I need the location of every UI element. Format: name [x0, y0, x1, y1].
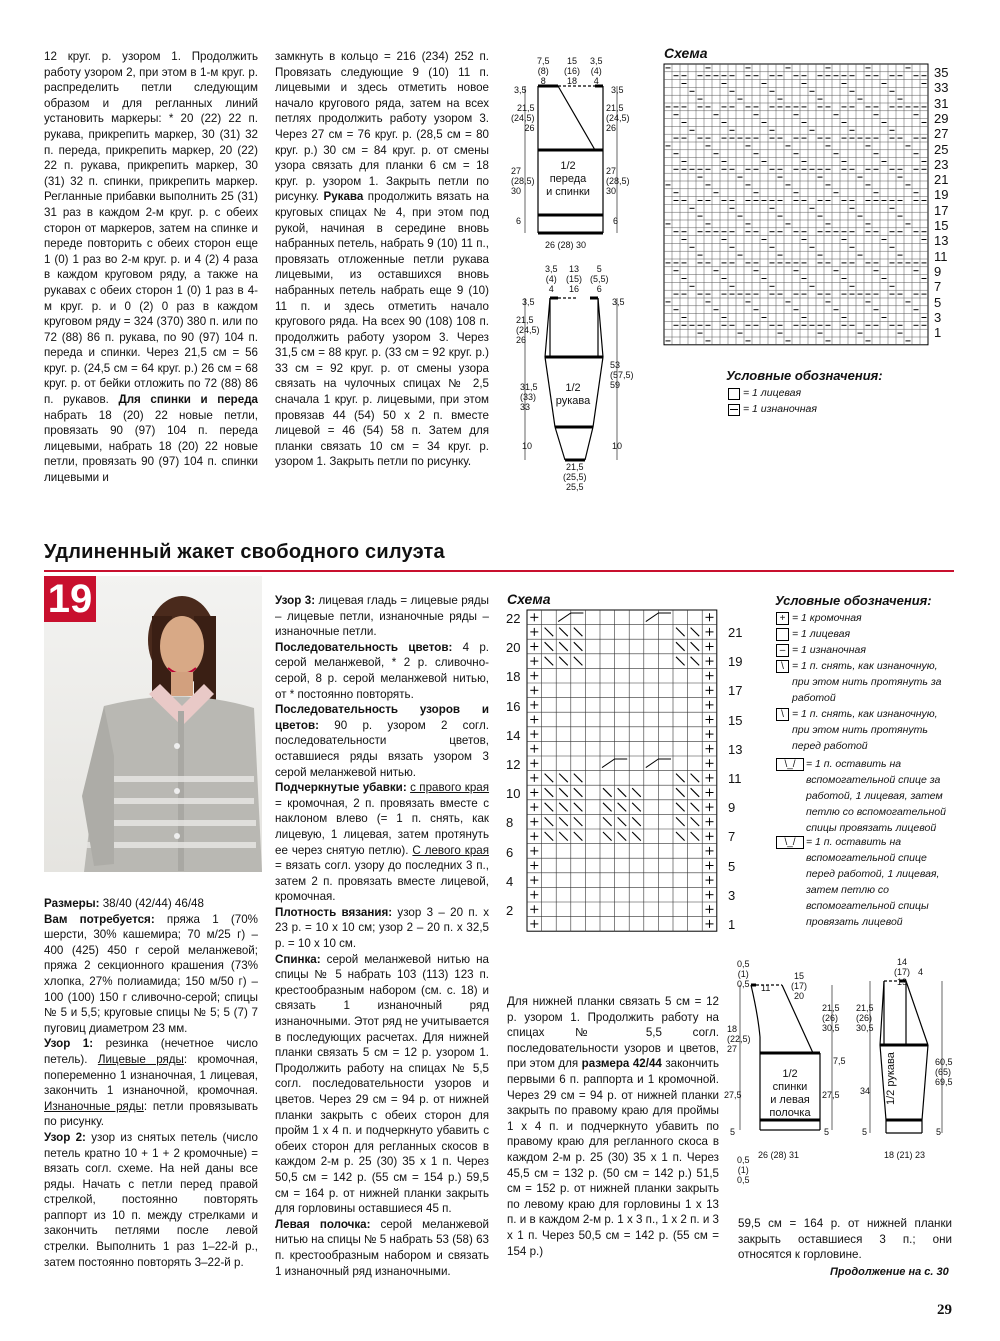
top-row-number: 29: [934, 110, 949, 126]
top-row-number: 19: [934, 187, 949, 203]
slip-front-icon: \: [776, 708, 789, 721]
ps-s35-left: 3,5: [522, 297, 535, 307]
top-row-number: 5: [934, 294, 942, 310]
lower-row-number-even: 12: [506, 757, 521, 772]
pf-left-3: 6: [516, 216, 522, 226]
lower-text-column-2: Узор 3: лицевая гладь = лицевые ряды – лицевые петли, изнаночные ряды – изнаночные петли. Последовательность цветов: 4 р. серой меланжевой, * 2 р. сливочно-серой, 8 р. серой меланжевой нитью, от * постоянно повторять. Последовательность узоров и цветов: 90 р. узором 2 согл. последовательности цветов, оставшиеся ряды вязать узором 3 серой меланжевой нитью. Подчеркнутые убавки: с правого края = кромочная, 2 п. провязать вместе с наклоном влево (= 1 п. снять, как лицевую, 1 лицевая, затем протянуть ее через снятую петлю). С левого края = вязать согл. узору до последних 3 п., затем 2 п. провязать вместе лицевой, кромочная. Плотность вязания: узор 3 – 20 п. х 23 р. = 10 х 10 см; узор 2 – 20 п. х 32,5 р. = 10 х 10 см. Спинка: серой меланжевой нитью на спицы № 5 набрать 103 (113) 123 п. крестообразным набором (см. с. 18) и связать 1 изнаночный ряд изнаночными. Этот ряд не учитывается в последующих расчетах. Для нижней планки связать 5 см = 12 р. узором 1. Продолжить работу на спицах № 5,5 согл. последовательности узоров и цветов. Через 29 см = 94 р. от нижней планки закрыть с обеих сторон для пройм 1 х 4 п. и подчеркнуто убавить с обеих сторон для регланных скосов в каждом 2-м р. 25 (30) 35 х 1 п. Через 50,5 см = 142 р. (55 см = 154 р.) 59,5 см = 164 р. от нижней планки закрыть для горловины оставшиеся 45 п. Левая полочка: серой меланжевой нитью на спицы № 5 набрать 53 (58) 63 п. крестообразным набором и связать 1 изнаночный ряд изнаночными.: [275, 594, 490, 1278]
lower-legend-label: = 1 п. снять, как изнаночную, при этом нить протянуть перед работой: [792, 708, 938, 752]
bf-right-1: 21,5 (26) 30,5: [822, 1003, 840, 1033]
pf-right-3: 6: [613, 216, 619, 226]
bf-top-2: 11: [761, 983, 771, 993]
ls-right-1: 60,5 (65) 69,5: [935, 1057, 953, 1087]
lower-knitting-grid: [527, 610, 719, 926]
lower-row-number-odd: 5: [728, 858, 736, 874]
ls-left-3: 5: [862, 1127, 868, 1137]
lower-legend-label: = 1 лицевая: [792, 628, 851, 640]
pf-right-2: 27 (28,5) 30: [606, 166, 630, 196]
top-row-number: 17: [934, 202, 949, 218]
lower-row-number-even: 8: [506, 815, 514, 831]
top-row-number: 3: [934, 309, 942, 325]
top-text-column-2: замкнуть в кольцо = 216 (234) 252 п. Провязать следующие 9 (10) 11 п. лицевыми и здесь отметить новое начало кругового ряда, затем на всех петлях продолжить работу узором 3. Через 27 см = 76 круг. р. (28,5 см = 80 круг. р.) 30 см = 84 круг. р. от смены узора связать для планки 6 см = 18 круг. р. узором 1. Закрыть петли по рисунку. Рукава продолжить вязать на круговых спицах № 4, при этом под рукой, начиная в середине вновь набранных петель, набрать 9 (10) 11 п., провязать отложенные петли рукава лицевыми, из оставшихся вновь набранных петель набрать еще 9 (10) 11 п. и здесь отметить начало кругового ряда. На всех 90 (108) 108 п. продолжить работу узором 3. Через 31,5 см = 88 круг. р. (33 см = 92 круг. р.) 33 см = 92 круг. р. от смены узора связать на чулочных спицах № 2,5 сначала 1 круг. р. лицевыми, при этом провязав 44 (54) 50 х 2 п. вместе лицевой = 46 (54) 58 п. Затем для планки связать 10 см = 34 круг. р. узором 1. Закрыть петли по рисунку.: [275, 50, 489, 469]
ls-left-2: 34: [860, 1086, 871, 1096]
top-row-number: 31: [934, 95, 949, 111]
bf-top-1: 0,5 (1) 0,5: [737, 959, 750, 989]
top-legend-knit-label: = 1 лицевая: [743, 387, 802, 399]
top-knitting-grid: [664, 64, 928, 346]
lower-text-column-3: Для нижней планки связать 5 см = 12 р. узором 1. Продолжить работу на спицах № 5,5 согл. последовательности узоров и цветов, при этом для размера 42/44 закончить первыми 6 п. раппорта и 1 кромочной. Через 29 см = 94 р. от нижней планки закрыть по правому краю для проймы 1 х 4 п. и подчеркнуто убавить по правому краю для регланного скоса в каждом 2-м р. 25 (30) 35 х 1 п. Через 45,5 см = 132 р. (50 см = 142 р.) 51,5 см = 152 р. от нижней планки закрыть по левому краю для горловины 1 х 13 п. и в каждом 2-м р. 1 х 3 п., 1 х 2 п. и 3 х 1 п. Через 50,5 см = 142 р. (55 см = 154 р.): [507, 995, 720, 1258]
lower-row-number-even: 20: [506, 640, 521, 656]
top-row-number: 21: [934, 172, 949, 188]
pf-left-2: 27 (28,5) 30: [511, 166, 535, 196]
top-row-number: 27: [934, 126, 949, 142]
lower-legend-title: Условные обозначения:: [775, 593, 932, 608]
top-row-number: 11: [934, 248, 948, 264]
section-title: Удлиненный жакет свободного силуэта: [44, 541, 445, 563]
lower-row-number-odd: 11: [728, 771, 742, 786]
lower-row-number-odd: 7: [728, 829, 736, 845]
lower-row-number-even: 2: [506, 903, 514, 918]
ls-bottom: 18 (21) 23: [884, 1150, 926, 1160]
top-row-number: 25: [934, 141, 949, 157]
bf-left-1: 18 (22,5) 27: [727, 1024, 751, 1054]
cross-right-icon: \_/: [776, 758, 804, 771]
ps-top-3: 5 (5,5) 6: [590, 264, 609, 294]
ps-right-2: 10: [612, 441, 623, 451]
ls-left-1: 21,5 (26) 30,5: [856, 1003, 874, 1033]
ls-center: 1/2 рукава: [885, 1052, 897, 1105]
pf-top-2: 15 (16) 18: [564, 56, 581, 86]
top-row-number: 33: [934, 80, 949, 96]
pf-s35-right: 3,5: [611, 85, 624, 95]
ps-left-2: 31,5 (33) 33: [520, 382, 538, 412]
lower-row-number-odd: 1: [728, 917, 736, 932]
top-row-number: 7: [934, 279, 942, 295]
lower-row-number-odd: 9: [728, 800, 736, 816]
section-divider: [44, 570, 954, 572]
lower-row-number-even: 6: [506, 844, 514, 860]
pf-top-1: 7,5 (8) 8: [537, 56, 550, 86]
selvage-icon: +: [776, 612, 789, 625]
ps-left-1: 21,5 (24,5) 26: [516, 315, 540, 345]
lower-row-number-odd: 19: [728, 654, 743, 670]
top-row-number: 13: [934, 233, 949, 249]
ls-top-1: 14 (17) 19: [894, 957, 911, 987]
pf-top-3: 3,5 (4) 4: [590, 56, 603, 86]
ps-center: 1/2 рукава: [555, 382, 591, 407]
lower-row-number-even: 14: [506, 727, 521, 743]
ps-right-1: 53 (57,5) 59: [610, 360, 634, 390]
lower-row-number-odd: 3: [728, 887, 736, 903]
top-row-number: 35: [934, 65, 949, 80]
bf-left-2: 27,5: [724, 1090, 742, 1100]
ps-top-2: 13 (15) 16: [566, 264, 583, 294]
continued-note: Продолжение на с. 30: [830, 1266, 949, 1278]
pf-center: 1/2 переда и спинки: [546, 160, 590, 198]
bf-bottom: 26 (28) 31: [758, 1150, 800, 1160]
lower-row-number-odd: 17: [728, 683, 743, 699]
ps-left-3: 10: [522, 441, 533, 451]
slip-back-icon: \: [776, 660, 789, 673]
cross-left-icon: \_/: [776, 836, 804, 849]
lower-text-column-4: 59,5 см = 164 р. от нижней планки закрыть оставшиеся 3 п.; они относятся к горловине.: [738, 1217, 952, 1262]
pf-bottom: 26 (28) 30: [545, 240, 587, 250]
lower-row-number-even: 22: [506, 611, 521, 626]
lower-schema-title: Схема: [507, 591, 551, 607]
lower-row-number-even: 10: [506, 786, 521, 802]
top-legend-title: Условные обозначения:: [726, 368, 883, 383]
ps-s35-right: 3,5: [612, 297, 625, 307]
bf-top-3: 15 (17) 20: [791, 971, 808, 1001]
page-number: 29: [937, 1302, 952, 1318]
top-legend-purl-label: = 1 изнаночная: [743, 403, 817, 415]
lower-legend-label: = 1 п. оставить на вспомогательной спице перед работой, 1 лицевая, затем петлю со вспомогательной спицы провязать лицевой: [806, 836, 940, 928]
top-row-number: 9: [934, 263, 942, 279]
lower-row-number-even: 4: [506, 873, 514, 889]
lower-row-number-even: 18: [506, 669, 521, 685]
top-row-number: 1: [934, 325, 942, 341]
pf-s35-left: 3,5: [514, 85, 527, 95]
ps-bottom: 21,5 (25,5) 25,5: [563, 462, 587, 492]
bf-right-3: 27,5: [822, 1090, 840, 1100]
bf-bottom-left: 0,5 (1) 0,5: [737, 1155, 750, 1185]
lower-legend-label: = 1 изнаночная: [792, 644, 866, 656]
top-row-number: 23: [934, 156, 949, 172]
lower-row-number-odd: 21: [728, 625, 743, 640]
top-schema-title: Схема: [664, 45, 708, 61]
purl-icon: –: [776, 644, 789, 657]
ps-top-1: 3,5 (4) 4: [545, 264, 558, 294]
lower-row-number-even: 16: [506, 698, 521, 714]
lower-legend-label: = 1 п. оставить на вспомогательной спице за работой, 1 лицевая, затем петлю со вспомогательной спицы провязать лицевой: [806, 758, 946, 834]
lower-legend-label: = 1 п. снять, как изнаночную, при этом нить протянуть за работой: [792, 660, 942, 704]
top-legend-knit: [728, 388, 740, 400]
bf-right-2: 7,5: [833, 1056, 846, 1066]
knit-icon: [776, 628, 789, 641]
ls-right-2: 5: [936, 1127, 942, 1137]
lower-text-column-1: Размеры: 38/40 (42/44) 46/48 Вам потребуется: пряжа 1 (70% шерсти, 30% кашемира; 70 м/25 г) – 400 (425) 450 г серой меланжевой; пряжа 2 секционного крашения (73% хлопка, 27% полиамида; 150 м/50 г) – 100 (100) 150 г сливочно-серой; спицы № 5 и 5,5; круговые спицы № 5; 5 (7) 7 пуговиц диаметром 23 мм. Узор 1: резинка (нечетное число петель). Лицевые ряды: кромочная, попеременно 1 изнаночная, 1 лицевая, закончить 1 изнаночной, кромочная. Изнаночные ряды: петли провязывать по рисунку. Узор 2: узор из снятых петель (число петель кратно 10 + 1 + 2 кромочные) = вязать согл. схеме. На ней даны все ряды. Начать с петли перед правой стрелкой, постоянно повторять раппорт из 10 п. между стрелками и закончить петлями после левой стрелки. Выполнить 1 раз 1–22-й р., затем постоянно повторять 3–22-й р.: [44, 897, 258, 1269]
bf-left-3: 5: [730, 1127, 736, 1137]
pf-right-1: 21,5 (24,5) 26: [606, 103, 630, 133]
top-row-number: 15: [934, 218, 949, 233]
bf-right-4: 5: [824, 1127, 830, 1137]
top-text-column-1: 12 круг. р. узором 1. Продолжить работу узором 2, при этом в 1-м круг. р. распределить петли следующим образом и для регланных линий установить маркеры: * 20 (22) 22 п. рукава, прикрепить маркер, 30 (31) 32 п. переда, прикрепить маркер, 20 (22) 22 п. рукава, прикрепить маркер, 30 (31) 32 п. спинки, прикрепить маркер. Регланные прибавки выполнить 25 (31) 31 раз в каждом 2-м круг. р. с обеих сторон от маркеров, затем на спинке и переде повторить с обеих сторон еще 1 (0) 1 раз во 2-м круг. р. и 4 (2) 4 раза в каждом круговом ряду, а также на рукавах с обеих сторон 1 (0) 1 раз в 4-м круг. р. и 0 (2) 0 раз в каждом круговом ряду = 324 (370) 380 п. или по 72 (88) 86 п. рукава, по 90 (97) 104 п. переда и спинки. Через 21,5 см = 56 круг. р. (24,5 см = 64 круг. р.) 26 см = 68 круг. р. от бейки отложить по 72 (88) 86 п. рукавов. Для спинки и переда набрать 18 (20) 22 новые петли, провязать 90 (97) 104 п. переда лицевыми, набрать 18 (20) 22 новые петли, провязать 90 (97) 104 п. спинки лицевыми и: [44, 50, 259, 485]
top-legend-purl: [728, 404, 740, 416]
ls-top-2: 4: [918, 967, 924, 977]
lower-legend-label: = 1 кромочная: [792, 612, 862, 624]
lower-row-number-odd: 13: [728, 741, 743, 757]
lower-row-number-odd: 15: [728, 712, 743, 728]
bf-center: 1/2 спинки и левая полочка: [769, 1068, 811, 1119]
pattern-number-badge: 19: [44, 576, 96, 622]
pf-left-1: 21,5 (24,5) 26: [511, 103, 535, 133]
